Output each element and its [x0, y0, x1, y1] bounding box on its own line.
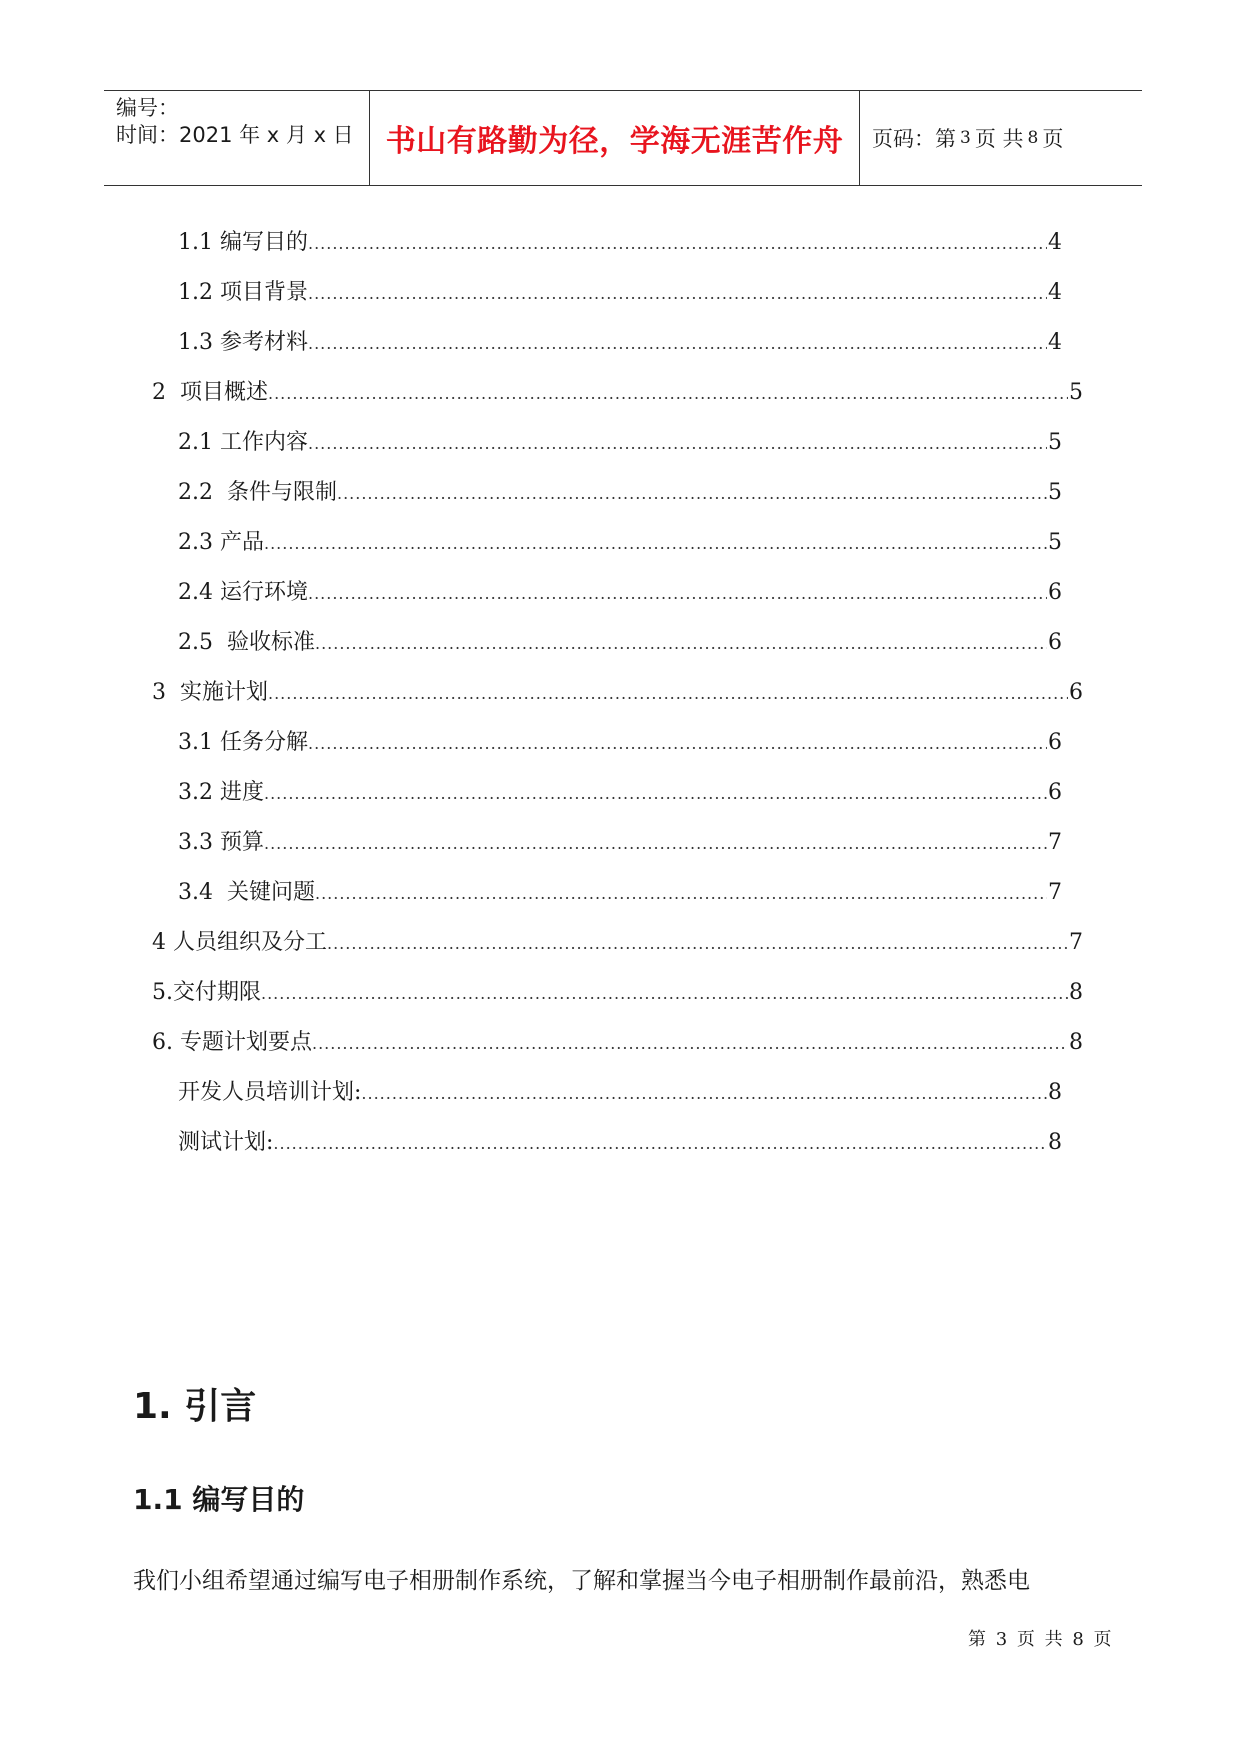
toc-leader-dots	[261, 979, 1068, 1009]
toc-entry[interactable]	[178, 428, 1062, 458]
toc-leader-dots	[273, 1129, 1047, 1159]
toc-entry-label: 4 人员组织及分工	[152, 930, 327, 955]
toc-entry-page: 7	[1048, 830, 1062, 855]
toc-leader-dots	[337, 479, 1047, 509]
toc-entry-page: 4	[1048, 280, 1062, 305]
toc-entry-label: 开发人员培训计划:	[178, 1080, 362, 1105]
toc-entry-page: 7	[1048, 880, 1062, 905]
header-motto: 书山有路勤为径，学海无涯苦作舟	[369, 91, 860, 185]
header-page-number	[860, 91, 1142, 185]
toc-entry-page: 8	[1048, 1130, 1062, 1155]
toc-leader-dots	[327, 929, 1068, 959]
toc-entry-page: 8	[1069, 1030, 1083, 1055]
toc-entry[interactable]	[178, 828, 1062, 858]
toc-leader-dots	[312, 1029, 1068, 1059]
section-heading: 1. 引言	[133, 1386, 257, 1427]
body-paragraph: 我们小组希望通过编写电子相册制作系统，了解和掌握当今电子相册制作最前沿，熟悉电	[133, 1568, 1030, 1594]
toc-entry[interactable]	[178, 878, 1062, 908]
toc-entry-page: 8	[1048, 1080, 1062, 1105]
subsection-heading: 1.1 编写目的	[133, 1483, 305, 1516]
toc-entry[interactable]	[178, 528, 1062, 558]
page-footer: 第 3 页 共 8 页	[968, 1629, 1114, 1650]
toc-entry[interactable]	[178, 1128, 1062, 1158]
toc-entry-label: 2.4 运行环境	[178, 580, 308, 605]
toc-entry[interactable]	[152, 378, 1083, 408]
toc-entry-label: 2.2 条件与限制	[178, 480, 337, 505]
toc-leader-dots	[308, 429, 1047, 459]
toc-entry[interactable]	[178, 628, 1062, 658]
document-number-label: 编号：	[116, 96, 179, 120]
document-date: 时间：2021 年 x 月 x 日	[116, 123, 354, 147]
toc-entry-label: 3.3 预算	[178, 830, 264, 855]
toc-entry[interactable]	[178, 328, 1062, 358]
toc-entry[interactable]	[178, 478, 1062, 508]
toc-entry-page: 8	[1069, 980, 1083, 1005]
toc-entry-page: 5	[1048, 480, 1062, 505]
toc-leader-dots	[308, 729, 1047, 759]
toc-entry-page: 6	[1048, 630, 1062, 655]
toc-entry-label: 1.2 项目背景	[178, 280, 308, 305]
toc-entry-label: 2.1 工作内容	[178, 430, 308, 455]
toc-entry-label: 2.5 验收标准	[178, 630, 315, 655]
toc-leader-dots	[264, 829, 1047, 859]
toc-entry-page: 6	[1048, 730, 1062, 755]
toc-entry[interactable]	[178, 728, 1062, 758]
toc-leader-dots	[361, 1079, 1047, 1109]
toc-entry-page: 6	[1069, 680, 1083, 705]
toc-entry-label: 3.4 关键问题	[178, 880, 315, 905]
toc-leader-dots	[315, 879, 1047, 909]
toc-leader-dots	[308, 329, 1047, 359]
page-prefix: 页码：第	[872, 127, 956, 151]
toc-leader-dots	[268, 679, 1068, 709]
toc-leader-dots	[308, 229, 1047, 259]
toc-entry-label: 6. 专题计划要点	[152, 1030, 312, 1055]
toc-entry[interactable]	[178, 1078, 1062, 1108]
toc-entry[interactable]	[152, 928, 1083, 958]
page-header	[104, 90, 1142, 186]
toc-leader-dots	[264, 529, 1047, 559]
toc-entry-page: 7	[1069, 930, 1083, 955]
page-current: 3	[960, 128, 971, 148]
toc-entry[interactable]	[152, 678, 1083, 708]
header-meta	[104, 91, 369, 185]
toc-entry-page: 5	[1048, 530, 1062, 555]
toc-entry-label: 1.1 编写目的	[178, 230, 308, 255]
toc-entry-page: 6	[1048, 780, 1062, 805]
toc-entry-label: 3.2 进度	[178, 780, 264, 805]
toc-entry-label: 测试计划:	[178, 1130, 274, 1155]
toc-leader-dots	[264, 779, 1047, 809]
page-total: 8	[1027, 128, 1039, 148]
toc-entry-label: 5.交付期限	[152, 980, 261, 1005]
page-suffix: 页	[1042, 127, 1064, 151]
toc-entry-label: 3 实施计划	[152, 680, 268, 705]
toc-entry-label: 3.1 任务分解	[178, 730, 308, 755]
toc-entry-label: 2 项目概述	[152, 380, 268, 405]
page-mid: 页 共	[974, 127, 1024, 151]
toc-entry[interactable]	[152, 1028, 1083, 1058]
toc-entry-page: 4	[1048, 230, 1062, 255]
toc-entry-label: 1.3 参考材料	[178, 330, 308, 355]
toc-entry[interactable]	[152, 978, 1083, 1008]
toc-leader-dots	[268, 379, 1068, 409]
toc-entry[interactable]	[178, 228, 1062, 258]
toc-leader-dots	[315, 629, 1047, 659]
toc-entry-page: 5	[1069, 380, 1083, 405]
toc-entry[interactable]	[178, 778, 1062, 808]
toc-leader-dots	[308, 279, 1047, 309]
toc-entry[interactable]	[178, 578, 1062, 608]
toc-entry-page: 6	[1048, 580, 1062, 605]
toc-entry[interactable]	[178, 278, 1062, 308]
toc-entry-page: 4	[1048, 330, 1062, 355]
toc-entry-page: 5	[1048, 430, 1062, 455]
toc-entry-label: 2.3 产品	[178, 530, 264, 555]
toc-leader-dots	[308, 579, 1047, 609]
